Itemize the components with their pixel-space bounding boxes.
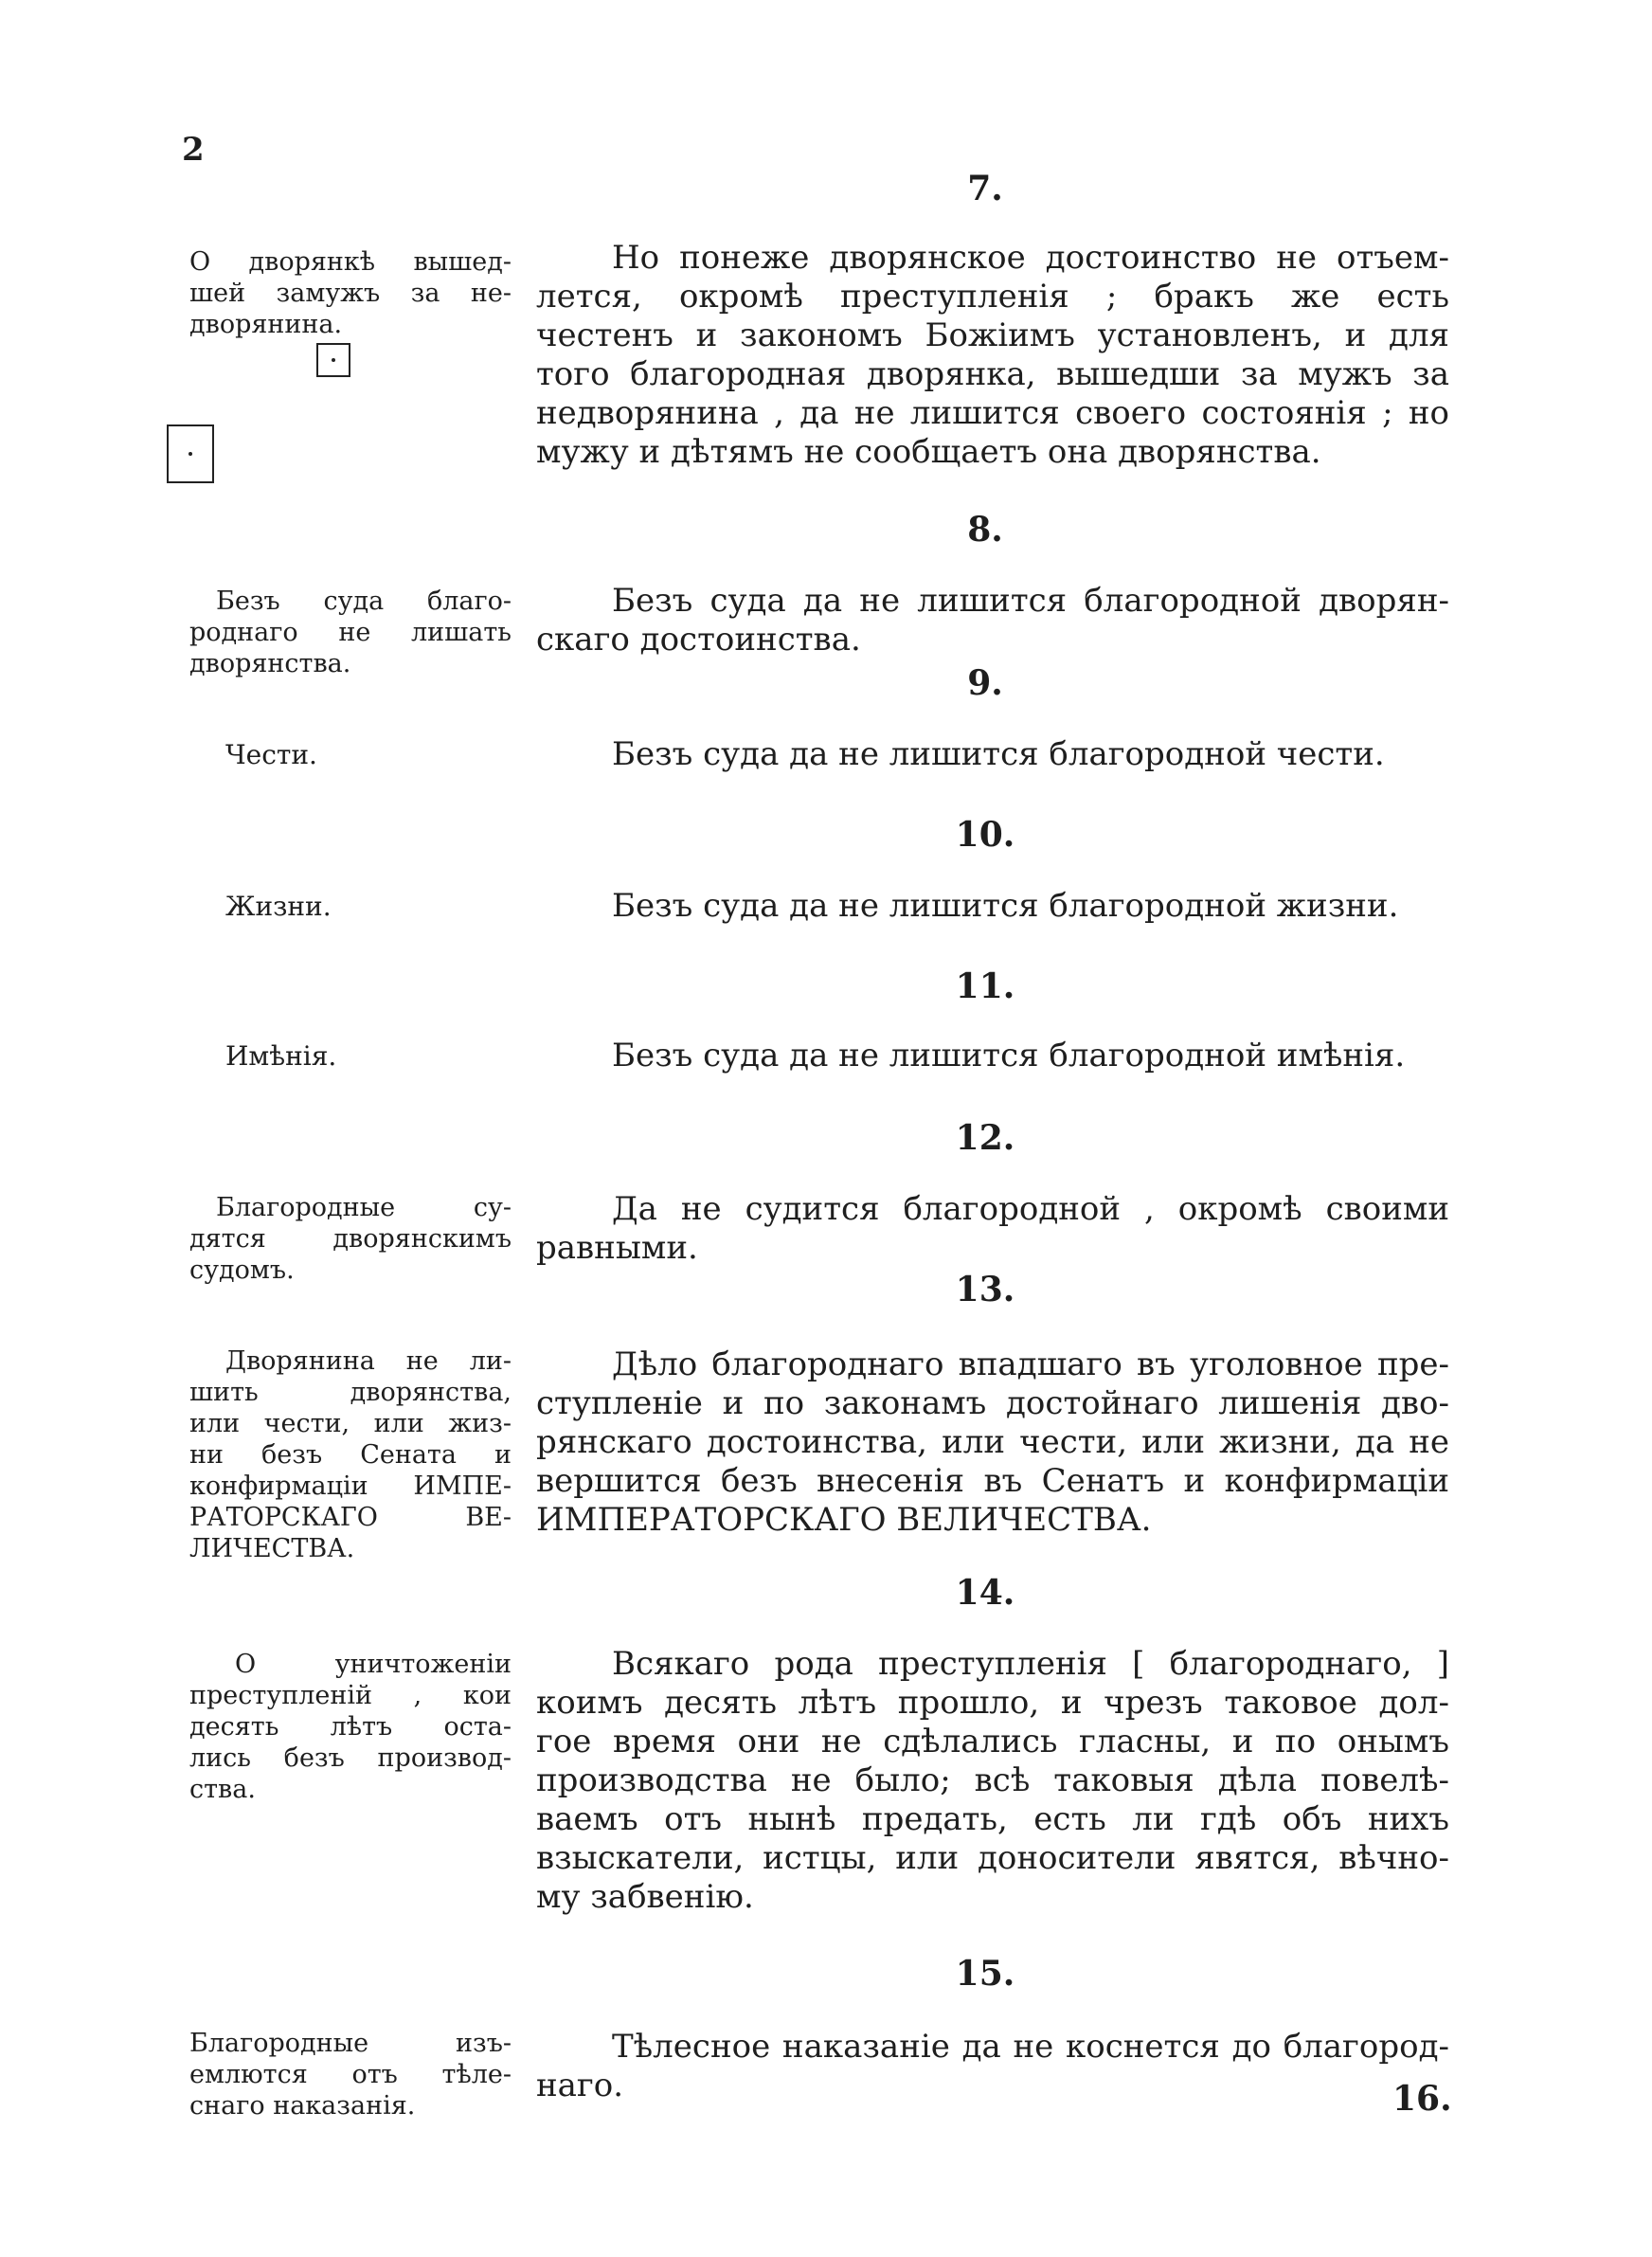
margin-note: Чести.: [225, 739, 317, 770]
annotation-box[interactable]: [167, 424, 214, 483]
section-text: Безъ суда да не лишится благородной имѣнія.: [612, 1037, 1406, 1074]
margin-note: Имѣнія.: [225, 1040, 337, 1072]
margin-note: О дворянкѣ вышед- шей замужъ за не- дворянина.: [189, 247, 512, 339]
section-text: Да не судится благородной , окромѣ своими равными.: [536, 1190, 1449, 1267]
section-number: 13.: [955, 1270, 1015, 1309]
section-text: Тѣлесное наказаніе да не коснется до благород- наго.: [536, 2028, 1449, 2104]
margin-note: Безъ суда благо- роднаго не лишать дворянства.: [189, 587, 512, 678]
section-text: Но понеже дворянское достоинство не отъем- лется, окромѣ преступленія ; бракъ же есть честенъ и закономъ Божіимъ установленъ, и для того благородная дворянка, вышедши за мужъ за недворянина , да не лишится своего состоянія ; но мужу и дѣтямъ не сообщаетъ она дворянства.: [536, 239, 1449, 471]
section-text: Дѣло благороднаго впадшаго въ уголовное пре- ступленіе и по законамъ достойнаго лишенія дво- рянскаго достоинства, или чести, или жизни, да не вершится безъ внесенія въ Сенатъ и конфирмаціи ИМПЕРАТОРСКАГО ВЕЛИЧЕСТВА.: [536, 1345, 1449, 1539]
page-number: 2: [182, 131, 205, 169]
section-number: 11.: [955, 966, 1015, 1006]
margin-note: Благородные изъ- емлются отъ тѣле- снаго наказанія.: [189, 2029, 512, 2121]
section-text: Всякаго рода преступленія [ благороднаго, ] коимъ десять лѣтъ прошло, и чрезъ таковое дол- гое время они не сдѣлались гласны, и по онымъ производства не было; всѣ таковыя дѣла повелѣ- ваемъ отъ нынѣ предать, есть ли гдѣ объ нихъ взыскатели, истцы, или доносители явятся, вѣчно- му забвенію.: [536, 1645, 1449, 1916]
margin-note: Жизни.: [225, 891, 332, 922]
margin-note: О уничтоженіи преступленій , кои десять лѣтъ оста- лись безъ производ- ства.: [189, 1650, 512, 1804]
section-number: 14.: [955, 1573, 1015, 1613]
section-text: Безъ суда да не лишится благородной чести.: [612, 735, 1385, 773]
section-number: 9.: [967, 663, 1003, 703]
annotation-box[interactable]: [316, 343, 350, 377]
section-number: 8.: [967, 510, 1003, 550]
section-number: 12.: [955, 1118, 1015, 1158]
margin-note: Дворянина не ли- шить дворянства, или чести, или жиз- ни безъ Сената и конфирмаціи ИМПЕ- РАТОРСКАГО ВЕ- ЛИЧЕСТВА.: [189, 1346, 512, 1563]
section-text: Безъ суда да не лишится благородной дворян- скаго достоинства.: [536, 582, 1449, 659]
section-number: 7.: [967, 169, 1003, 208]
section-text: Безъ суда да не лишится благородной жизни.: [612, 887, 1399, 925]
section-number: 15.: [955, 1954, 1015, 1994]
catchword: 16.: [1392, 2079, 1452, 2119]
section-number: 10.: [955, 815, 1015, 855]
margin-note: Благородные су- дятся дворянскимъ судомъ.: [189, 1193, 512, 1285]
